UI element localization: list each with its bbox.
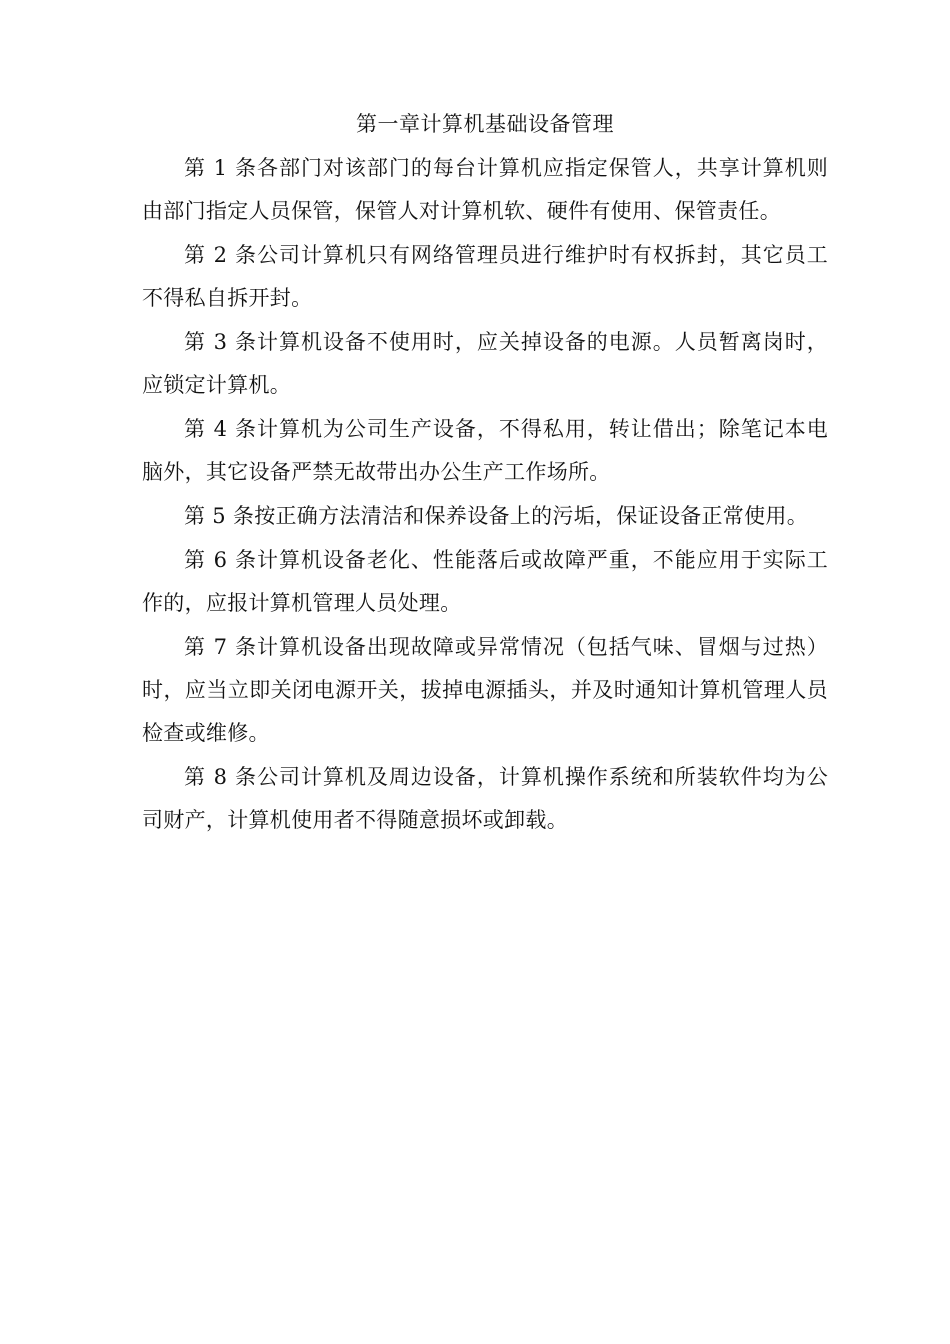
article-1: 第 1 条各部门对该部门的每台计算机应指定保管人，共享计算机则由部门指定人员保管，保管人对计算机软、硬件有使用、保管责任。 xyxy=(142,156,828,223)
article-3: 第 3 条计算机设备不使用时，应关掉设备的电源。人员暂离岗时，应锁定计算机。 xyxy=(142,330,828,397)
article-2: 第 2 条公司计算机只有网络管理员进行维护时有权拆封，其它员工不得私自拆开封。 xyxy=(142,243,828,310)
article-4: 第 4 条计算机为公司生产设备，不得私用，转让借出；除笔记本电脑外，其它设备严禁无故带出办公生产工作场所。 xyxy=(142,417,828,484)
article-5: 第 5 条按正确方法清洁和保养设备上的污垢，保证设备正常使用。 xyxy=(184,504,809,528)
article-7: 第 7 条计算机设备出现故障或异常情况（包括气味、冒烟与过热）时，应当立即关闭电源开关，拔掉电源插头，并及时通知计算机管理人员检查或维修。 xyxy=(142,635,828,745)
document-page xyxy=(142,104,828,843)
chapter-title: 第一章计算机基础设备管理 xyxy=(356,112,614,136)
article-6: 第 6 条计算机设备老化、性能落后或故障严重，不能应用于实际工作的，应报计算机管理人员处理。 xyxy=(142,548,828,615)
article-8: 第 8 条公司计算机及周边设备，计算机操作系统和所装软件均为公司财产，计算机使用者不得随意损坏或卸载。 xyxy=(142,765,828,832)
